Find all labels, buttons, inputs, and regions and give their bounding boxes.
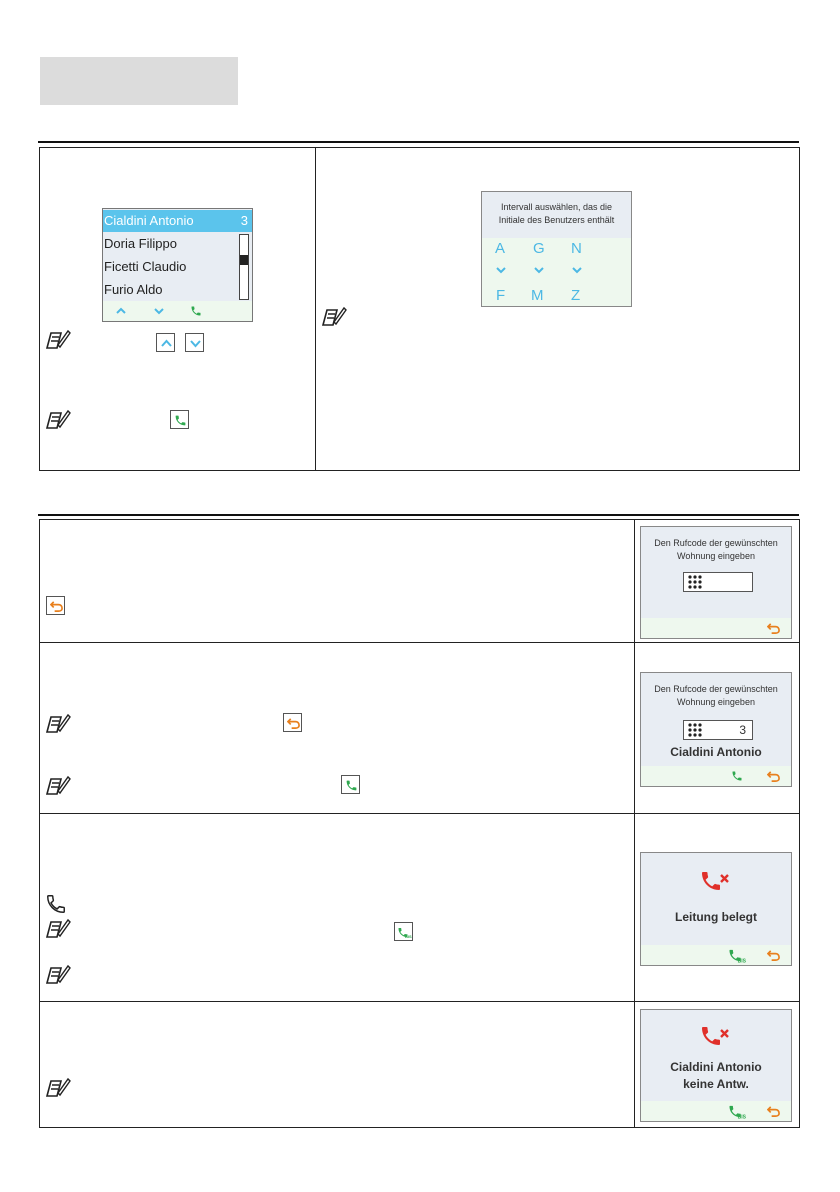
note-icon: [320, 306, 348, 328]
back-arrow-icon[interactable]: [767, 949, 780, 962]
svg-text:BIS: BIS: [405, 934, 412, 939]
list-item[interactable]: [103, 233, 238, 255]
code-value: 3: [739, 723, 746, 737]
call-failed-icon: [699, 869, 733, 897]
row-divider: [39, 813, 800, 814]
keypad-icon: [688, 575, 702, 589]
no-answer-screen: [640, 1009, 792, 1122]
note-icon: [44, 775, 72, 797]
list-scrollbar[interactable]: [239, 234, 249, 300]
note-icon: [44, 329, 72, 351]
call-icon: [174, 414, 187, 427]
redial-button[interactable]: [394, 922, 413, 941]
scrollbar-thumb[interactable]: [240, 255, 248, 265]
range-from[interactable]: G: [533, 240, 545, 257]
resident-name: Cialdini Antonio: [670, 745, 762, 759]
chevron-up-icon: [157, 334, 176, 353]
call-failed-icon: [699, 1024, 733, 1052]
range-from[interactable]: N: [571, 240, 582, 257]
call-icon: [345, 779, 358, 792]
section-2-divider: [634, 519, 635, 1128]
chevron-down-icon: [186, 334, 205, 353]
redial-icon[interactable]: [727, 1104, 747, 1119]
row-divider: [39, 642, 800, 643]
code-title-1: Den Rufcode der gewünschten: [654, 684, 778, 694]
section-rule-bottom: [38, 514, 799, 516]
call-button[interactable]: [170, 410, 189, 429]
back-arrow-icon: [50, 600, 63, 613]
chevron-down-icon: [495, 266, 507, 274]
interval-title-2: Initiale des Benutzers enthält: [498, 215, 615, 225]
list-item-name: Ficetti Claudio: [104, 259, 187, 274]
call-button[interactable]: [341, 775, 360, 794]
softkey-bar: [641, 618, 791, 638]
call-icon[interactable]: [190, 304, 202, 318]
interval-title-1: Intervall auswählen, das die: [500, 202, 613, 212]
code-input[interactable]: [683, 720, 753, 740]
back-arrow-icon[interactable]: [767, 770, 780, 783]
line-busy-screen: [640, 852, 792, 966]
up-button[interactable]: [156, 333, 175, 352]
list-item[interactable]: [103, 210, 252, 232]
note-icon: [44, 713, 72, 735]
busy-message: Leitung belegt: [675, 910, 757, 924]
header-tab: [40, 57, 238, 105]
note-icon: [44, 409, 72, 431]
range-to[interactable]: M: [531, 287, 544, 304]
back-arrow-icon[interactable]: [767, 622, 780, 635]
back-button[interactable]: [283, 713, 302, 732]
svg-text:BIS: BIS: [737, 958, 746, 963]
chevron-down-icon: [571, 266, 583, 274]
list-softkey-bar: [103, 301, 252, 321]
code-entered-screen: [640, 672, 792, 787]
list-item[interactable]: [103, 279, 238, 301]
code-title-2: Wohnung eingeben: [677, 697, 755, 707]
down-button[interactable]: [185, 333, 204, 352]
softkey-bar: [641, 766, 791, 786]
back-button[interactable]: [46, 596, 65, 615]
softkey-bar: [641, 1101, 791, 1121]
note-icon: [44, 1077, 72, 1099]
list-item-name: Cialdini Antonio: [104, 213, 194, 228]
range-to[interactable]: F: [496, 287, 506, 304]
back-arrow-icon[interactable]: [767, 1105, 780, 1118]
back-arrow-icon: [287, 717, 300, 730]
chevron-up-icon[interactable]: [115, 306, 127, 316]
code-title-2: Wohnung eingeben: [677, 551, 755, 561]
row-divider: [39, 1001, 800, 1002]
no-answer-name: Cialdini Antonio: [670, 1060, 762, 1074]
note-icon: [44, 918, 72, 940]
code-title-1: Den Rufcode der gewünschten: [654, 538, 778, 548]
chevron-down-icon[interactable]: [153, 306, 165, 316]
handset-icon: [45, 893, 67, 915]
softkey-bar: [641, 945, 791, 965]
call-icon[interactable]: [731, 769, 743, 783]
list-item-name: Doria Filippo: [104, 236, 177, 251]
note-icon: [44, 964, 72, 986]
list-item-code: 3: [240, 213, 248, 228]
interval-screen: [481, 191, 632, 307]
code-entry-screen: [640, 526, 792, 639]
section-rule-top: [38, 141, 799, 143]
section-1-divider: [315, 147, 316, 471]
keypad-icon: [688, 723, 702, 737]
code-input[interactable]: [683, 572, 753, 592]
range-to[interactable]: Z: [571, 287, 581, 304]
redial-icon: [397, 925, 412, 940]
chevron-down-icon: [533, 266, 545, 274]
svg-text:BIS: BIS: [737, 1114, 746, 1119]
redial-icon[interactable]: [727, 948, 747, 963]
range-from[interactable]: A: [495, 240, 506, 257]
no-answer-status: keine Antw.: [683, 1077, 749, 1091]
list-item-name: Furio Aldo: [104, 282, 163, 297]
list-item[interactable]: [103, 256, 238, 278]
user-list-screen: [102, 208, 253, 322]
